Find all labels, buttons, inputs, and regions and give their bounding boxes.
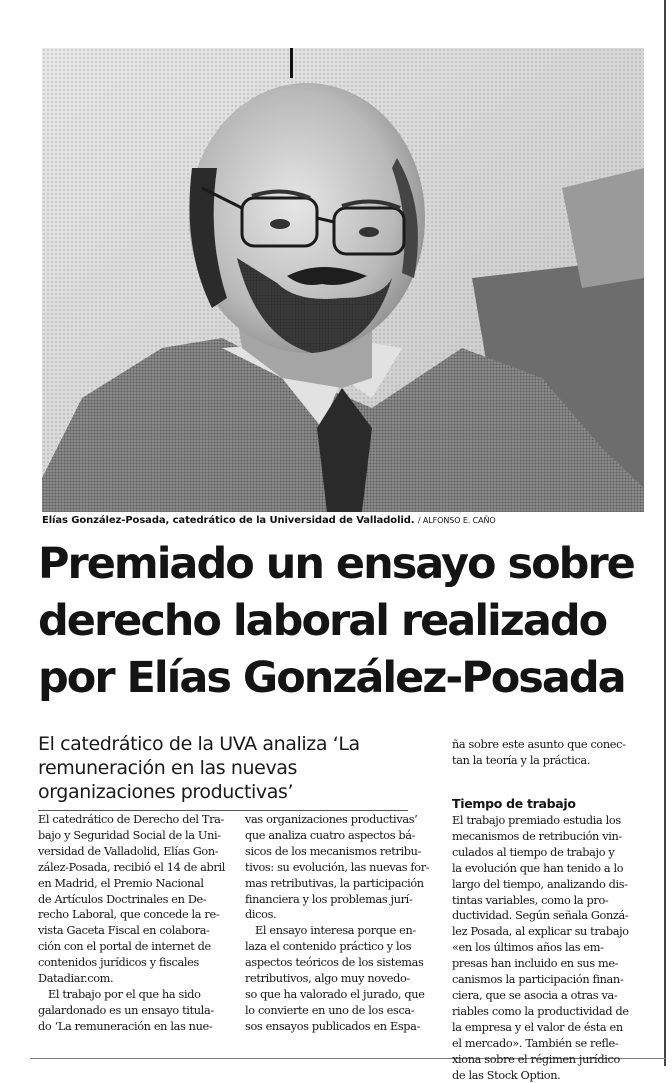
text-line: lez Posada, al explicar su trabajo <box>452 924 644 940</box>
subhead-line: organizaciones productivas’ <box>38 780 410 804</box>
caption-text: Elías González-Posada, catedrático de la Universidad de Valladolid. <box>42 515 414 526</box>
text-line: El trabajo premiado estudia los <box>452 813 644 829</box>
text-line: dicos. <box>245 907 433 923</box>
body-column-3-top <box>452 737 644 769</box>
headline-line: Premiado un ensayo sobre <box>38 536 658 593</box>
headline-line: derecho laboral realizado <box>38 593 658 650</box>
text-line: Datadiar.com. <box>38 971 226 987</box>
text-line: versidad de Valladolid, Elías Gon- <box>38 844 226 860</box>
scan-edge-right <box>664 0 666 1066</box>
text-line: el mercado». También se refle- <box>452 1036 644 1052</box>
text-line: culados al tiempo de trabajo y <box>452 845 644 861</box>
body-column-3 <box>452 796 644 1083</box>
text-line: en Madrid, el Premio Nacional <box>38 876 226 892</box>
text-line: galardonado es un ensayo titula- <box>38 1003 226 1019</box>
text-line: ña sobre este asunto que conec- <box>452 737 644 753</box>
text-line: ciera, que se asocia a otras va- <box>452 988 644 1004</box>
subheadline <box>38 732 410 804</box>
text-line: contenidos jurídicos y fiscales <box>38 955 226 971</box>
text-line: do ‘La remuneración en las nue- <box>38 1019 226 1035</box>
text-line: bajo y Seguridad Social de la Uni- <box>38 828 226 844</box>
text-line: sicos de los mecanismos retribu- <box>245 844 433 860</box>
text-line: que analiza cuatro aspectos bá- <box>245 828 433 844</box>
photo-caption <box>42 515 652 526</box>
text-line: tan la teoría y la práctica. <box>452 753 644 769</box>
text-line: de las Stock Option. <box>452 1068 644 1083</box>
text-line: retributivos, algo muy novedo- <box>245 971 433 987</box>
text-line: sos ensayos publicados en Espa- <box>245 1019 433 1035</box>
text-line: tintas variables, como la pro- <box>452 893 644 909</box>
text-line: zález-Posada, recibió el 14 de abril <box>38 860 226 876</box>
text-line: El catedrático de Derecho del Tra- <box>38 812 226 828</box>
text-line: mas retributivas, la participación <box>245 876 433 892</box>
text-line: riables como la productividad de <box>452 1004 644 1020</box>
text-line: de Artículos Doctrinales en De- <box>38 892 226 908</box>
text-line: presas han incluido en sus me- <box>452 956 644 972</box>
body-column-2 <box>245 812 433 1035</box>
text-line: canismos la participación finan- <box>452 972 644 988</box>
text-line: xiona sobre el régimen jurídico <box>452 1052 644 1068</box>
text-line: so que ha valorado el jurado, que <box>245 987 433 1003</box>
text-line: aspectos teóricos de los sistemas <box>245 955 433 971</box>
headline-line: por Elías González-Posada <box>38 650 658 707</box>
subhead-line: remuneración en las nuevas <box>38 756 410 780</box>
section-title: Tiempo de trabajo <box>452 796 644 812</box>
body-column-1 <box>38 812 226 1035</box>
text-line: ductividad. Según señala Gonzá- <box>452 908 644 924</box>
text-line: vista Gaceta Fiscal en colabora- <box>38 923 226 939</box>
subhead-divider <box>38 810 408 811</box>
text-line: vas organizaciones productivas’ <box>245 812 433 828</box>
text-line: El ensayo interesa porque en- <box>245 923 433 939</box>
text-line: tivos: su evolución, las nuevas for- <box>245 860 433 876</box>
text-line: la evolución que han tenido a lo <box>452 861 644 877</box>
headline <box>38 536 658 707</box>
subhead-line: El catedrático de la UVA analiza ‘La <box>38 732 410 756</box>
text-line: ción con el portal de internet de <box>38 939 226 955</box>
text-line: El trabajo por el que ha sido <box>38 987 226 1003</box>
portrait-photo <box>42 48 644 512</box>
text-line: laza el contenido práctico y los <box>245 939 433 955</box>
photo-credit: / ALFONSO E. CAÑO <box>418 516 496 525</box>
text-line: «en los últimos años las em- <box>452 940 644 956</box>
text-line: mecanismos de retribución vin- <box>452 829 644 845</box>
text-line: lo convierte en uno de los esca- <box>245 1003 433 1019</box>
text-line: financiera y los problemas jurí- <box>245 892 433 908</box>
text-line: largo del tiempo, analizando dis- <box>452 877 644 893</box>
text-line: recho Laboral, que concede la re- <box>38 907 226 923</box>
text-line: la empresa y el valor de ésta en <box>452 1020 644 1036</box>
